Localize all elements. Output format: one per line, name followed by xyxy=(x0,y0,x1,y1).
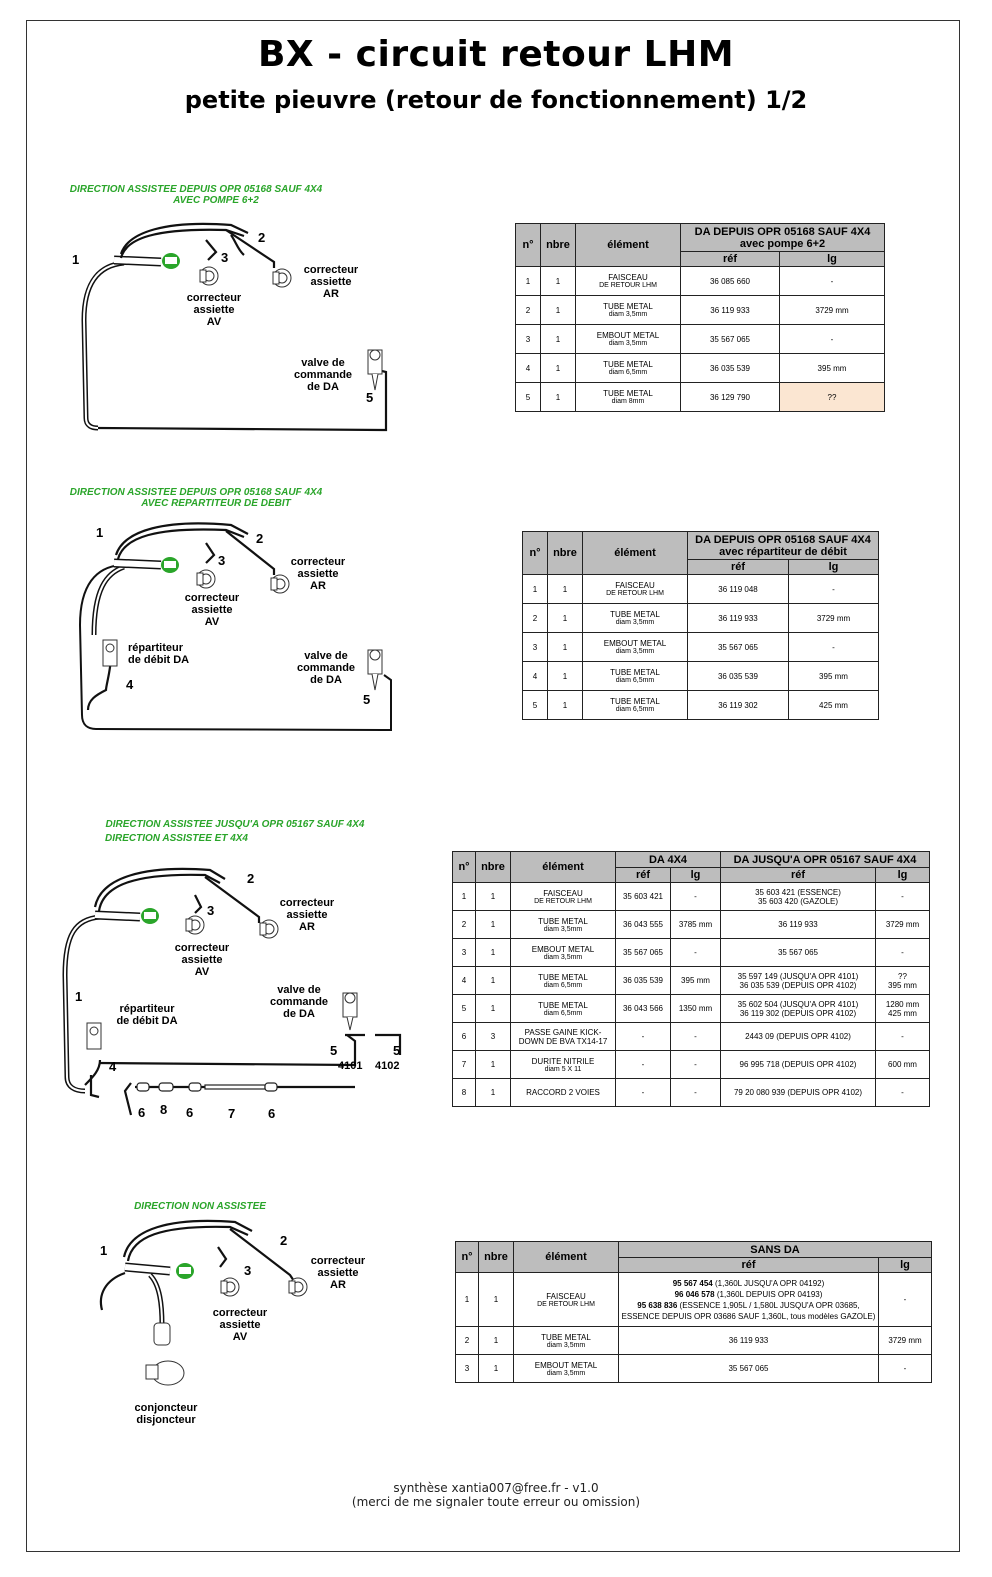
parts-table-4 xyxy=(455,1241,932,1383)
diagram-1-num-1: 1 xyxy=(72,252,80,267)
parts-table-1 xyxy=(515,223,885,412)
col-group-da4x4: DA 4X4 xyxy=(616,852,721,868)
diagram-3-valve-l3: de DA xyxy=(283,1008,315,1020)
diagram-2-num-3: 3 xyxy=(218,553,226,568)
diagram-1-corr-av-l1: correcteur xyxy=(186,292,242,304)
table-row: 4 1 TUBE METAL diam 6,5mm 36 035 539 395 mm 35 597 149 (JUSQU'A OPR 4101) 36 035 539 (DEPUIS OPR 4102) ?? 395 mm xyxy=(453,967,930,995)
col-element: élément xyxy=(511,852,616,883)
corrector-ar-icon xyxy=(273,269,291,287)
col-nbre: nbre xyxy=(548,532,583,575)
diagram-3-num-5b: 5 xyxy=(393,1043,401,1058)
table-row: 2 1 TUBE METAL diam 3,5mm 36 119 933 3729 mm xyxy=(456,1327,932,1355)
footer-line-1: synthèse xantia007@free.fr - v1.0 xyxy=(393,1481,599,1495)
col-nbre: nbre xyxy=(541,224,576,267)
valve-da-icon xyxy=(343,993,357,1030)
table-row: 3 1 EMBOUT METAL diam 3,5mm 35 567 065 - xyxy=(523,633,879,662)
col-ref: réf xyxy=(688,560,789,575)
diagram-2-repart-l1: répartiteur xyxy=(128,642,184,654)
diagram-3-repart-l1: répartiteur xyxy=(119,1003,175,1015)
col-element: élément xyxy=(583,532,688,575)
valve-da-icon xyxy=(368,350,382,390)
col-group: DA DEPUIS OPR 05168 SAUF 4X4 avec répartiteur de débit xyxy=(688,532,879,560)
diagram-3-num-5a: 5 xyxy=(330,1043,338,1058)
table-row: 5 1 TUBE METAL diam 6,5mm 36 043 566 1350 mm 35 602 504 (JUSQU'A OPR 4101) 36 119 302 (DEPUIS OPR 4102) 1280 mm 425 mm xyxy=(453,995,930,1023)
diagram-3-corr-av-l2: assiette xyxy=(181,954,223,966)
table-row: 1 1 FAISCEAU DE RETOUR LHM 36 119 048 - xyxy=(523,575,879,604)
diagram-3-corr-av-l1: correcteur xyxy=(174,942,230,954)
page-title: BX - circuit retour LHM xyxy=(257,34,735,75)
diagram-2-repart-l2: de débit DA xyxy=(128,654,190,666)
diagram-3-corr-ar-l3: AR xyxy=(299,921,315,933)
col-lg-a: lg xyxy=(671,868,721,883)
diagram-1 xyxy=(66,180,426,442)
col-lg: lg xyxy=(780,252,885,267)
diagram-4-corr-ar-l2: assiette xyxy=(317,1267,359,1279)
diagram-1-title-line-2: AVEC POMPE 6+2 xyxy=(173,195,259,206)
diagram-2-num-4: 4 xyxy=(126,677,134,692)
diagram-3-corr-av-l3: AV xyxy=(194,966,210,978)
col-lg: lg xyxy=(879,1258,932,1273)
table-row: 8 1 RACCORD 2 VOIES - - 79 20 080 939 (DEPUIS OPR 4102) - xyxy=(453,1079,930,1107)
lhm-bulb-icon xyxy=(176,1263,194,1279)
col-n: n° xyxy=(456,1242,479,1273)
table-row: 3 1 EMBOUT METAL diam 3,5mm 35 567 065 - xyxy=(456,1355,932,1383)
col-n: n° xyxy=(516,224,541,267)
table-row: 3 1 EMBOUT METAL diam 3,5mm 35 567 065 - 35 567 065 - xyxy=(453,939,930,967)
diagram-1-corr-ar-l1: correcteur xyxy=(303,264,359,276)
diagram-2-corr-av-l2: assiette xyxy=(191,604,233,616)
diagram-3-opr-a: 4101 xyxy=(338,1060,363,1072)
diagram-2 xyxy=(66,485,426,747)
corrector-ar-icon xyxy=(260,920,278,938)
diagram-4-conj-l1: conjoncteur xyxy=(134,1402,198,1414)
diagram-4 xyxy=(90,1195,420,1435)
diagram-2-corr-av-l1: correcteur xyxy=(184,592,240,604)
diagram-3-corr-ar-l1: correcteur xyxy=(279,897,335,909)
flow-divider-icon xyxy=(87,1023,101,1049)
diagram-1-valve-l1: valve de xyxy=(301,357,345,369)
diagram-2-valve-l3: de DA xyxy=(310,674,342,686)
lhm-bulb-icon xyxy=(162,253,180,269)
conjoncteur-icon xyxy=(146,1323,184,1385)
diagram-1-num-5: 5 xyxy=(366,390,374,405)
diagram-2-valve-l2: commande xyxy=(296,662,356,674)
col-ref-b: réf xyxy=(721,868,876,883)
col-ref-a: réf xyxy=(616,868,671,883)
table-row: 6 3 PASSE GAINE KICK- DOWN DE BVA TX14-17 - - 2443 09 (DEPUIS OPR 4102) - xyxy=(453,1023,930,1051)
diagram-3-num-6c: 6 xyxy=(268,1106,276,1121)
col-lg: lg xyxy=(789,560,879,575)
table-row: 1 1 FAISCEAU DE RETOUR LHM 35 603 421 - 35 603 421 (ESSENCE) 35 603 420 (GAZOLE) - xyxy=(453,883,930,911)
diagram-1-valve-l2: commande xyxy=(293,369,353,381)
diagram-2-title-line-2: AVEC REPARTITEUR DE DEBIT xyxy=(141,498,291,509)
diagram-3-num-4: 4 xyxy=(109,1059,117,1074)
parts-table-2 xyxy=(522,531,879,720)
col-nbre: nbre xyxy=(479,1242,514,1273)
col-ref: réf xyxy=(619,1258,879,1273)
table-row: 2 1 TUBE METAL diam 3,5mm 36 043 555 3785 mm 36 119 933 3729 mm xyxy=(453,911,930,939)
col-group: DA DEPUIS OPR 05168 SAUF 4X4 avec pompe 6+2 xyxy=(681,224,885,252)
parts-table-3 xyxy=(452,851,930,1107)
table-row: 4 1 TUBE METAL diam 6,5mm 36 035 539 395 mm xyxy=(516,354,885,383)
page-subtitle: petite pieuvre (retour de fonctionnement) 1/2 xyxy=(184,86,808,114)
corrector-ar-icon xyxy=(271,575,289,593)
diagram-2-corr-av-l3: AV xyxy=(204,616,220,628)
diagram-3-title-line-1: DIRECTION ASSISTEE JUSQU'A OPR 05167 SAUF 4X4 xyxy=(105,819,365,830)
table-row: 5 1 TUBE METAL diam 8mm 36 129 790 ?? xyxy=(516,383,885,412)
footer-line-2: (merci de me signaler toute erreur ou omission) xyxy=(351,1495,641,1509)
diagram-3-num-6b: 6 xyxy=(186,1105,194,1120)
table-row: 2 1 TUBE METAL diam 3,5mm 36 119 933 3729 mm xyxy=(523,604,879,633)
col-n: n° xyxy=(523,532,548,575)
diagram-2-valve-l1: valve de xyxy=(304,650,348,662)
table-row: 3 1 EMBOUT METAL diam 3,5mm 35 567 065 - xyxy=(516,325,885,354)
diagram-4-corr-ar-l3: AR xyxy=(330,1279,346,1291)
diagram-2-num-2: 2 xyxy=(256,531,264,546)
diagram-3-num-8: 8 xyxy=(160,1102,168,1117)
corrector-av-icon xyxy=(186,916,204,934)
diagram-2-num-5: 5 xyxy=(363,692,371,707)
diagram-1-corr-av-l2: assiette xyxy=(193,304,235,316)
diagram-3-num-1: 1 xyxy=(75,989,83,1004)
diagram-4-conj-l2: disjoncteur xyxy=(136,1414,196,1426)
diagram-1-corr-av-l3: AV xyxy=(206,316,222,328)
diagram-1-title-line-1: DIRECTION ASSISTEE DEPUIS OPR 05168 SAUF 4X4 xyxy=(69,184,323,195)
col-nbre: nbre xyxy=(476,852,511,883)
diagram-1-num-3: 3 xyxy=(221,250,229,265)
corrector-av-icon xyxy=(221,1278,239,1296)
diagram-2-corr-ar-l3: AR xyxy=(310,580,326,592)
diagram-3-valve-l2: commande xyxy=(269,996,329,1008)
corrector-av-icon xyxy=(197,570,215,588)
diagram-3-num-7: 7 xyxy=(228,1106,236,1121)
diagram-3-repart-l2: de débit DA xyxy=(116,1015,178,1027)
lhm-bulb-icon xyxy=(141,908,159,924)
corrector-av-icon xyxy=(200,267,218,285)
diagram-3-num-6a: 6 xyxy=(138,1105,146,1120)
diagram-4-corr-av-l2: assiette xyxy=(219,1319,261,1331)
diagram-4-num-1: 1 xyxy=(100,1243,108,1258)
diagram-3-opr-b: 4102 xyxy=(375,1060,400,1072)
diagram-2-title-line-1: DIRECTION ASSISTEE DEPUIS OPR 05168 SAUF 4X4 xyxy=(69,487,323,498)
diagram-3-corr-ar-l2: assiette xyxy=(286,909,328,921)
col-group-da-jusqua: DA JUSQU'A OPR 05167 SAUF 4X4 xyxy=(721,852,930,868)
diagram-4-corr-av-l1: correcteur xyxy=(212,1307,268,1319)
diagram-4-title-line-1: DIRECTION NON ASSISTEE xyxy=(134,1201,266,1212)
diagram-1-num-2: 2 xyxy=(258,230,266,245)
table-row: 4 1 TUBE METAL diam 6,5mm 36 035 539 395 mm xyxy=(523,662,879,691)
table-row: 1 1 FAISCEAU DE RETOUR LHM 36 085 660 - xyxy=(516,267,885,296)
col-n: n° xyxy=(453,852,476,883)
hose-harness-1 xyxy=(84,224,386,430)
diagram-4-corr-ar-l1: correcteur xyxy=(310,1255,366,1267)
diagram-2-corr-ar-l1: correcteur xyxy=(290,556,346,568)
col-lg-b: lg xyxy=(876,868,930,883)
hose-harness-2 xyxy=(80,523,391,730)
diagram-3-valve-l1: valve de xyxy=(277,984,321,996)
diagram-4-num-2: 2 xyxy=(280,1233,288,1248)
diagram-3-num-2: 2 xyxy=(247,871,255,886)
diagram-1-corr-ar-l3: AR xyxy=(323,288,339,300)
diagram-1-corr-ar-l2: assiette xyxy=(310,276,352,288)
diagram-2-corr-ar-l2: assiette xyxy=(297,568,339,580)
table-row: 1 1 FAISCEAU DE RETOUR LHM 95 567 454 (1,360L JUSQU'A OPR 04192) 96 046 578 (1,360L DEPUIS OPR 04193) 95 638 836 (ESSENCE 1,905L / 1,580L JUSQU'A OPR 03685, ESSENCE DEPUIS OPR 03686 SAUF 1,360L, tous modèles GAZOLE) - xyxy=(456,1273,932,1327)
col-element: élément xyxy=(576,224,681,267)
table-row: 5 1 TUBE METAL diam 6,5mm 36 119 302 425 mm xyxy=(523,691,879,720)
diagram-3 xyxy=(55,815,430,1135)
unknown-length-cell: ?? xyxy=(780,383,885,412)
col-group-sans-da: SANS DA xyxy=(619,1242,932,1258)
diagram-2-num-1: 1 xyxy=(96,525,104,540)
diagram-1-valve-l3: de DA xyxy=(307,381,339,393)
table-row: 2 1 TUBE METAL diam 3,5mm 36 119 933 3729 mm xyxy=(516,296,885,325)
col-ref: réf xyxy=(681,252,780,267)
flow-divider-icon xyxy=(103,640,117,666)
hose-harness-3 xyxy=(65,869,400,1115)
valve-da-icon xyxy=(368,650,382,690)
lhm-bulb-icon xyxy=(161,557,179,573)
diagram-4-num-3: 3 xyxy=(244,1263,252,1278)
diagram-3-title-line-2: DIRECTION ASSISTEE ET 4X4 xyxy=(105,833,248,844)
table-row: 7 1 DURITE NITRILE diam 5 X 11 - - 96 995 718 (DEPUIS OPR 4102) 600 mm xyxy=(453,1051,930,1079)
corrector-ar-icon xyxy=(289,1278,307,1296)
diagram-3-num-3: 3 xyxy=(207,903,215,918)
diagram-4-corr-av-l3: AV xyxy=(232,1331,248,1343)
col-element: élément xyxy=(514,1242,619,1273)
